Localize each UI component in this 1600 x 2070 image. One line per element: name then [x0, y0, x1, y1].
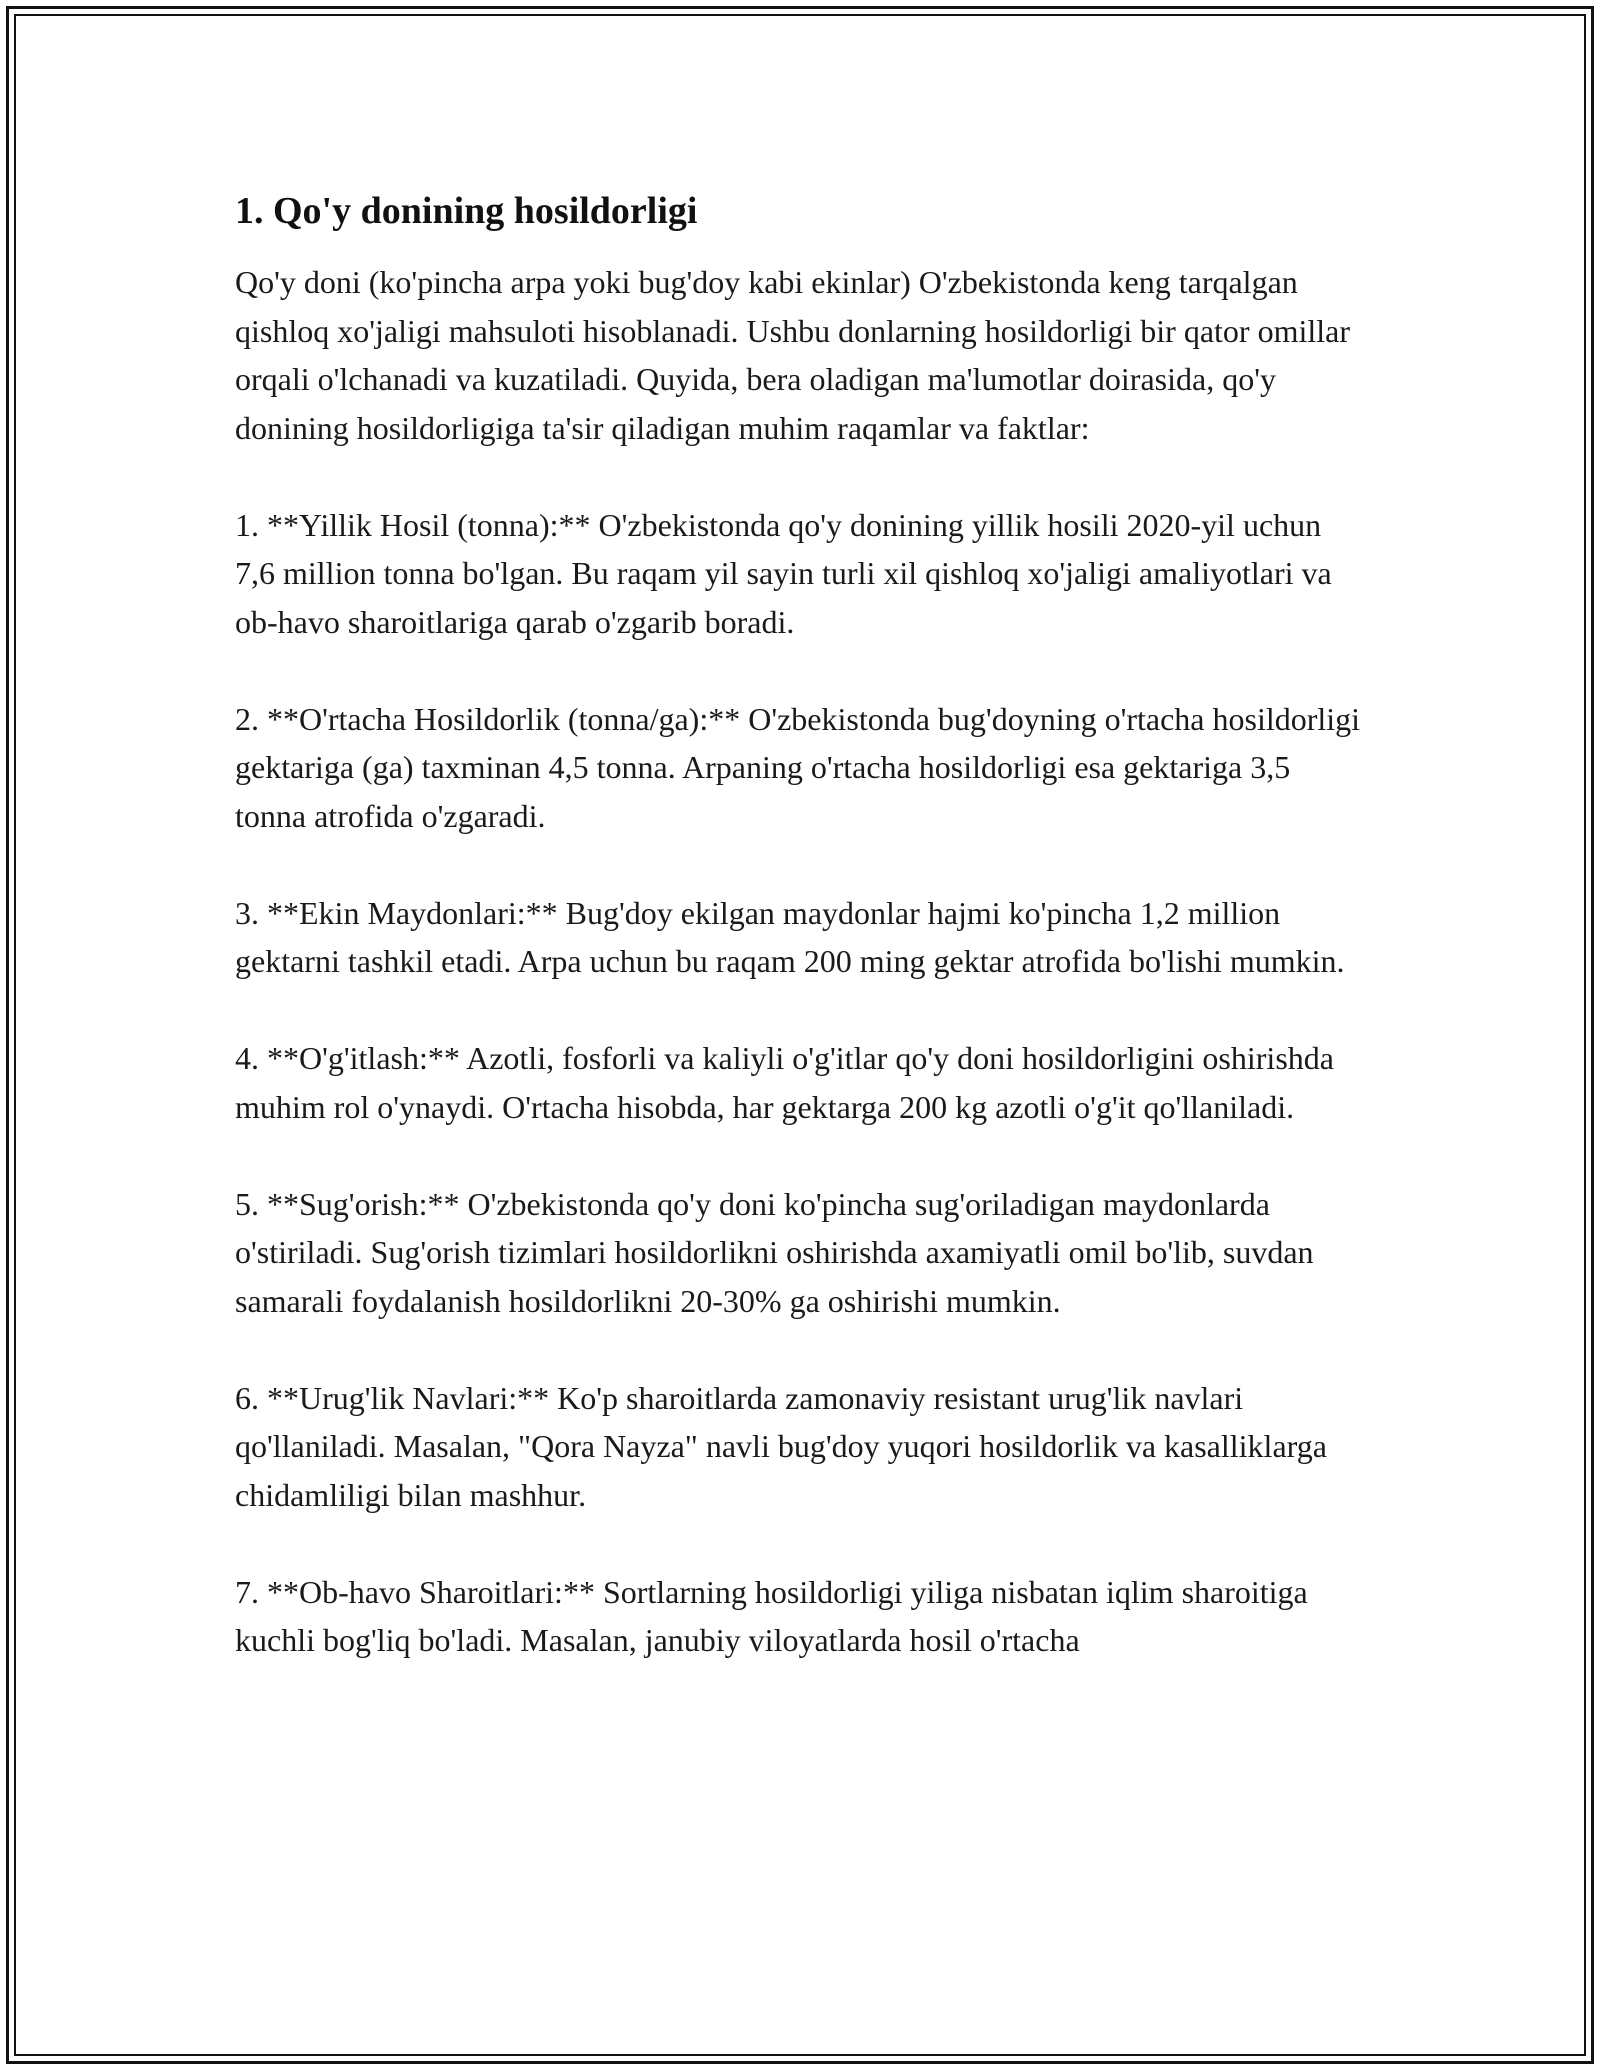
section-heading: 1. Qo'y donining hosildorligi [235, 190, 698, 232]
list-item-sugorish: 5. **Sug'orish:** O'zbekistonda qo'y doni ko'pincha sug'oriladigan maydonlarda o'stiriladi. Sug'orish tizimlari hosildorlikni oshirishda axamiyatli omil bo'lib, suvdan samarali foydalanish hosildorlikni 20-30% ga oshirishi mumkin. [235, 1185, 1314, 1319]
intro-paragraph: Qo'y doni (ko'pincha arpa yoki bug'doy kabi ekinlar) O'zbekistonda keng tarqalgan qishloq xo'jaligi mahsuloti hisoblanadi. Ushbu donlarning hosildorligi bir qator omillar orqali o'lchanadi va kuzatiladi. Quyida, bera oladigan ma'lumotlar doirasida, qo'y donining hosildorligiga ta'sir qiladigan muhim raqamlar va faktlar: [235, 264, 1350, 446]
list-item-ogitlash: 4. **O'g'itlash:** Azotli, fosforli va kaliyli o'g'itlar qo'y doni hosildorligini oshirishda muhim rol o'ynaydi. O'rtacha hisobda, har gektarga 200 kg azotli o'g'it qo'llaniladi. [235, 1040, 1334, 1125]
list-item-ob-havo: 7. **Ob-havo Sharoitlari:** Sortlarning hosildorligi yiliga nisbatan iqlim sharoitiga kuchli bog'liq bo'ladi. Masalan, janubiy viloyatlarda hosil o'rtacha [235, 1573, 1308, 1658]
list-item-ekin-maydonlari: 3. **Ekin Maydonlari:** Bug'doy ekilgan maydonlar hajmi ko'pincha 1,2 million gektarni tashkil etadi. Arpa uchun bu raqam 200 ming gektar atrofida bo'lishi mumkin. [235, 894, 1345, 979]
list-item-ortacha-hosildorlik: 2. **O'rtacha Hosildorlik (tonna/ga):** O'zbekistonda bug'doyning o'rtacha hosildorligi gektariga (ga) taxminan 4,5 tonna. Arpaning o'rtacha hosildorligi esa gektariga 3,5 tonna atrofida o'zgaradi. [235, 700, 1361, 834]
list-item-yillik-hosil: 1. **Yillik Hosil (tonna):** O'zbekistonda qo'y donining yillik hosili 2020-yil uchun 7,6 million tonna bo'lgan. Bu raqam yil sayin turli xil qishloq xo'jaligi amaliyotlari va ob-havo sharoitlariga qarab o'zgarib boradi. [235, 506, 1332, 640]
facts-list [235, 501, 1365, 1665]
document-body [235, 186, 1365, 1665]
list-item-uruglik-navlari: 6. **Urug'lik Navlari:** Ko'p sharoitlarda zamonaviy resistant urug'lik navlari qo'llaniladi. Masalan, "Qora Nayza" navli bug'doy yuqori hosildorlik va kasalliklarga chidamliligi bilan mashhur. [235, 1379, 1327, 1513]
